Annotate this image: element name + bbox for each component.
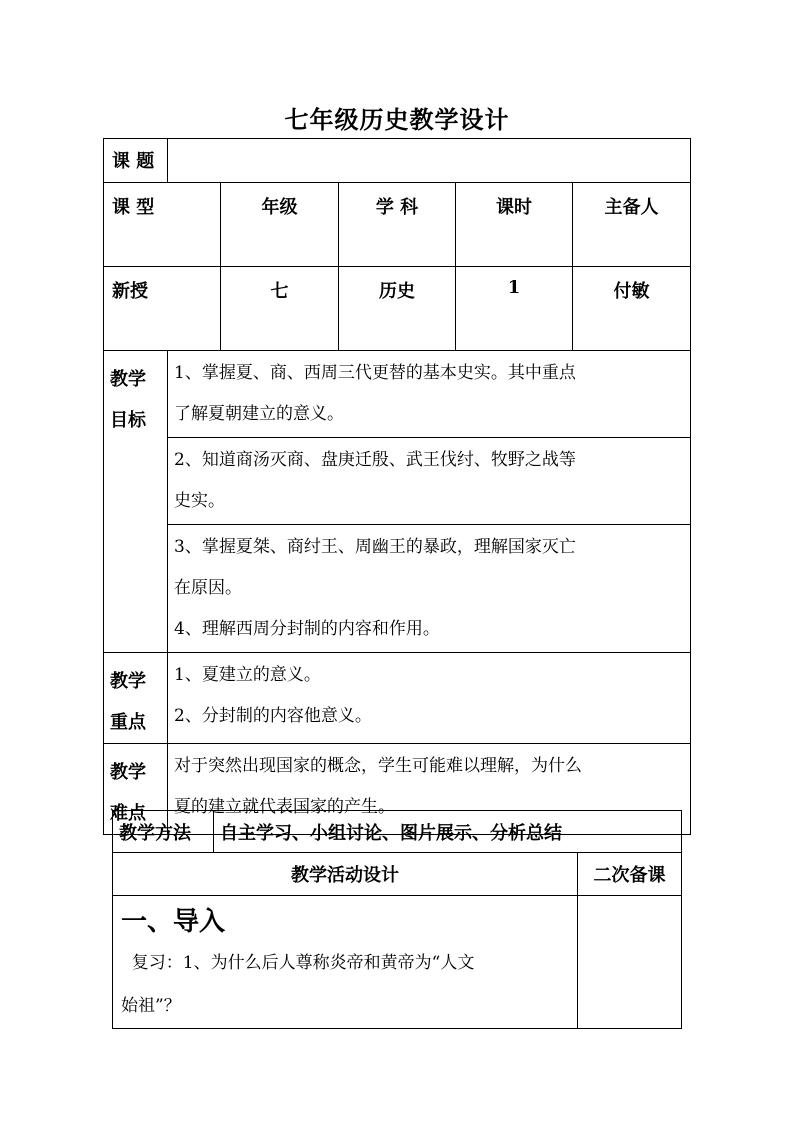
header-subject: 学 科 [339,183,456,267]
key-points-row [104,653,691,744]
second-prep-cell [578,896,682,1029]
key-points-label: 教学 重点 [104,653,168,744]
header-row [104,183,691,267]
activity-header-row [113,853,682,896]
lesson-info-table [103,138,691,835]
method-value: 自主学习、小组讨论、图片展示、分析总结 [214,811,682,853]
goal-item-2: 2、知道商汤灭商、盘庚迁殷、武王伐纣、牧野之战等 史实。 [168,438,691,525]
values-row [104,267,691,351]
goals-label: 教学 目标 [104,351,168,653]
topic-value [168,139,691,183]
goals-row-2 [104,438,691,525]
method-row [113,811,682,853]
header-type: 课 型 [104,183,221,267]
intro-heading: 一、导入 [121,907,226,937]
key-points-text: 1、夏建立的意义。 2、分封制的内容他意义。 [168,653,691,744]
activity-content [113,896,578,1029]
topic-row [104,139,691,183]
goals-row-3 [104,525,691,653]
topic-label: 课 题 [104,139,168,183]
value-lead: 付敏 [573,267,691,351]
value-subject: 历史 [339,267,456,351]
review-line-1: 复习：1、为什么后人尊称炎帝和黄帝为“人文 [121,953,475,973]
goal-item-1: 1、掌握夏、商、西周三代更替的基本史实。其中重点 了解夏朝建立的意义。 [168,351,691,438]
header-lead: 主备人 [573,183,691,267]
method-label: 教学方法 [113,811,214,853]
review-line-2: 始祖”？ [121,996,181,1016]
goals-row-1 [104,351,691,438]
second-prep-header: 二次备课 [578,853,682,896]
difficulties-label: 教学 难点 [104,744,168,835]
activity-header: 教学活动设计 [113,853,578,896]
value-grade: 七 [221,267,339,351]
activity-table [112,810,682,1029]
page-title: 七年级历史教学设计 [284,105,510,134]
header-hours: 课时 [456,183,573,267]
goal-item-3: 3、掌握夏桀、商纣王、周幽王的暴政，理解国家灭亡 在原因。 4、理解西周分封制的内容和作用。 [168,525,691,653]
difficulties-text: 对于突然出现国家的概念，学生可能难以理解，为什么 夏的建立就代表国家的产生。 [168,744,691,835]
header-grade: 年级 [221,183,339,267]
activity-content-row [113,896,682,1029]
value-hours: 1 [456,267,573,351]
value-type: 新授 [104,267,221,351]
